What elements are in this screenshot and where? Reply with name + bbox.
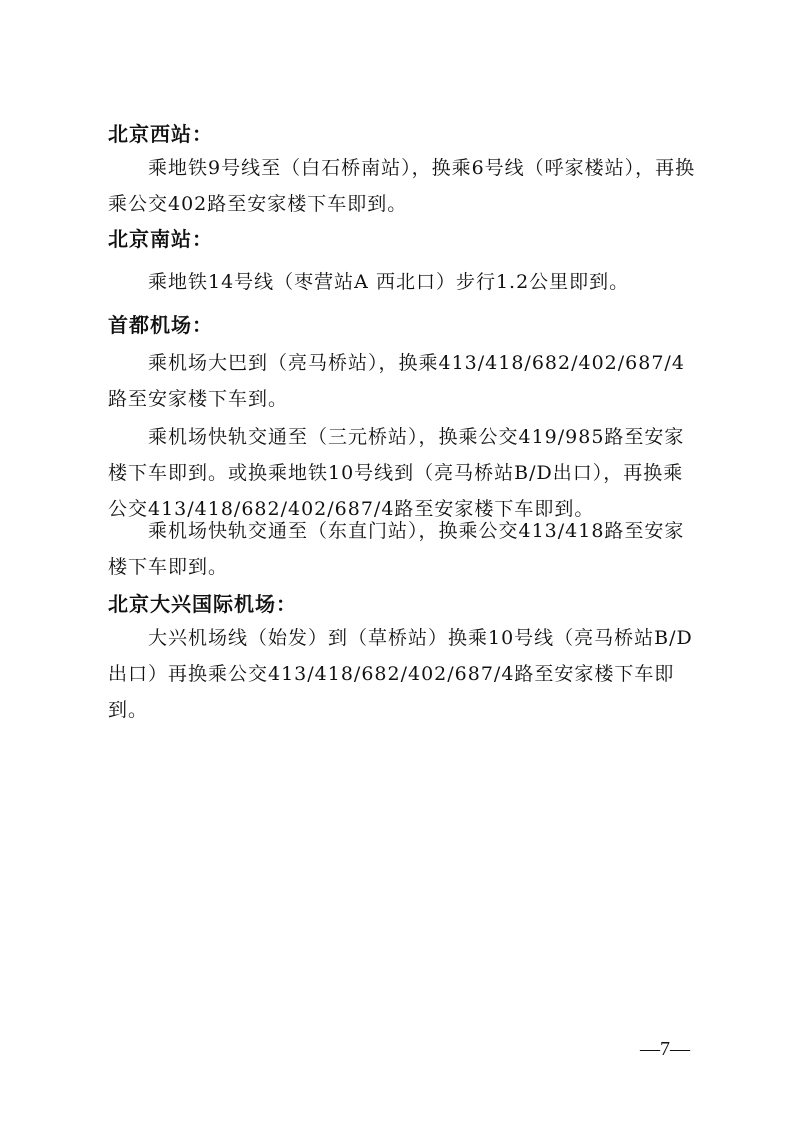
paragraph-daxing-airport-route: 大兴机场线（始发）到（草桥站）换乘10号线（亮马桥站B/D 出口）再换乘公交413/418/682/402/687/4路至安家楼下车即到。 [108, 627, 693, 721]
paragraph-capital-airport-express-dongzhimen: 乘机场快轨交通至（东直门站），换乘公交413/418路至安家楼下车即到。 [108, 520, 685, 578]
paragraph-capital-airport-bus-route: 乘机场大巴到（亮马桥站），换乘413/418/682/402/687/4路至安家楼下车到。 [108, 352, 685, 410]
page-number: —7— [640, 1038, 690, 1060]
heading-capital-airport: 首都机场： [108, 313, 213, 337]
paragraph-capital-airport-express-sanyuanqiao: 乘机场快轨交通至（三元桥站），换乘公交419/985路至安家楼下车即到。或换乘地铁10号线到（亮马桥站B/D出口），再换乘公交413/418/682/402/687/4路至安家楼下车即到。 [108, 426, 685, 520]
heading-beijing-west-station: 北京西站： [108, 122, 213, 146]
heading-daxing-airport: 北京大兴国际机场： [108, 592, 297, 616]
paragraph-beijing-south-route: 乘地铁14号线（枣营站A 西北口）步行1.2公里即到。 [148, 271, 630, 293]
heading-beijing-south-station: 北京南站： [108, 227, 213, 251]
paragraph-beijing-west-route: 乘地铁9号线至（白石桥南站），换乘6号线（呼家楼站），再换乘公交402路至安家楼下车即到。 [108, 157, 696, 215]
